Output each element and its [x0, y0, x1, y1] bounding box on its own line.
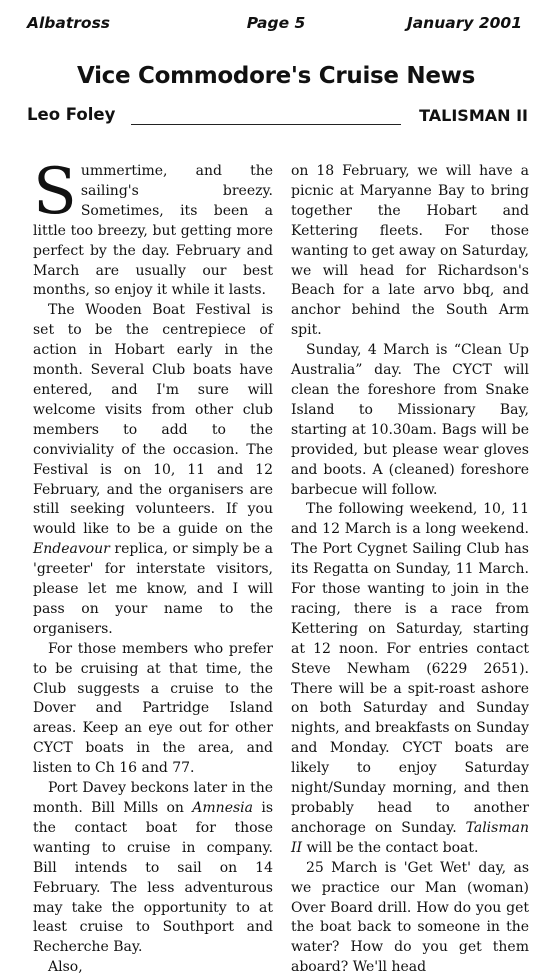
paragraph-text: will be the contact boat.	[302, 839, 479, 856]
paragraph-clean-up-australia: Sunday, 4 March is “Clean Up Australia” day. The CYCT will clean the foreshore from Snake Island to Missionary Bay, starting at 10.30am. Bags will be provided, but please wear gloves and boots. A (cleaned) foreshore barbecue will follow.	[291, 342, 529, 498]
article-column-right	[291, 162, 529, 978]
paragraph-text: replica, or simply be a 'greeter' for interstate visitors, please let me know, and I will pass on your name to the organisers.	[33, 541, 273, 637]
paragraph-get-wet-day: 25 March is 'Get Wet' day, as we practice our Man (woman) Over Board drill. How do you get the boat back to someone in the water? How do you get them aboard? We'll head	[291, 859, 529, 976]
drop-cap: S	[33, 155, 77, 229]
paragraph-continued: on 18 February, we will have a picnic at Maryanne Bay to bring together the Hobart and Kettering fleets. For those wanting to get away on Saturday, we will head for Richardson's Beach for a late arvo bbq, and anchor behind the South Arm spit.	[291, 163, 529, 339]
boat-name: TALISMAN II	[419, 106, 528, 125]
article-column-left	[33, 155, 273, 978]
paragraph-text: ummertime, and the sailing's breezy. Sometimes, its been a little too breezy, but getting more perfect by the day. February and March are usually our best months, so enjoy it while it lasts.	[33, 163, 273, 299]
vessel-name: Talisman II	[291, 819, 529, 856]
publication-name: Albatross	[27, 14, 111, 32]
paragraph-dover-cruise: For those members who prefer to be cruising at that time, the Club suggests a cruise to the Dover and Partridge Island areas. Keep an eye out for other CYCT boats in the area, and listen to Ch 16 and 77.	[33, 640, 273, 777]
vessel-name: Endeavour	[33, 541, 110, 558]
byline-divider	[131, 124, 401, 125]
issue-date: January 2001	[406, 14, 522, 32]
paragraph-maryanne-bay: Also,	[48, 959, 83, 976]
paragraph-text: The following weekend, 10, 11 and 12 March is a long weekend. The Port Cygnet Sailing Club has its Regatta on Sunday, 11 March. For those wanting to join in the racing, there is a race from Kettering on Saturday, starting at 12 noon. For entries contact Steve Newham (6229 2651). There will be a spit-roast ashore on both Saturday and Sunday nights, and breakfasts on Sunday and Monday. CYCT boats are likely to enjoy Saturday night/Sunday morning, and then probably head to another anchorage on Sunday.	[291, 501, 529, 836]
article-title: Vice Commodore's Cruise News	[76, 63, 476, 89]
paragraph-text: Port Davey beckons later in the month. Bill Mills on	[33, 780, 273, 816]
paragraph-intro	[33, 155, 273, 301]
paragraph-port-davey	[33, 779, 273, 958]
paragraph-text: The Wooden Boat Festival is set to be the centrepiece of action in Hobart early in the month. Several Club boats have entered, and I'm sure will welcome visits from other club members to add to the conviviality of the occasion. The Festival is on 10, 11 and 12 February, and the organisers are still seeking volunteers. If you would like to be a guide on the	[33, 302, 273, 538]
paragraph-long-weekend	[291, 500, 529, 858]
paragraph-wooden-boat-festival	[33, 301, 273, 639]
vessel-name: Amnesia	[192, 800, 253, 816]
article-author: Leo Foley	[27, 105, 116, 124]
paragraph-text: is the contact boat for those wanting to cruise in company. Bill intends to sail on 14 February. The less adventurous may take the opportunity to at least cruise to Southport and Recherche Bay.	[33, 800, 273, 956]
page-number: Page 5	[246, 14, 306, 32]
